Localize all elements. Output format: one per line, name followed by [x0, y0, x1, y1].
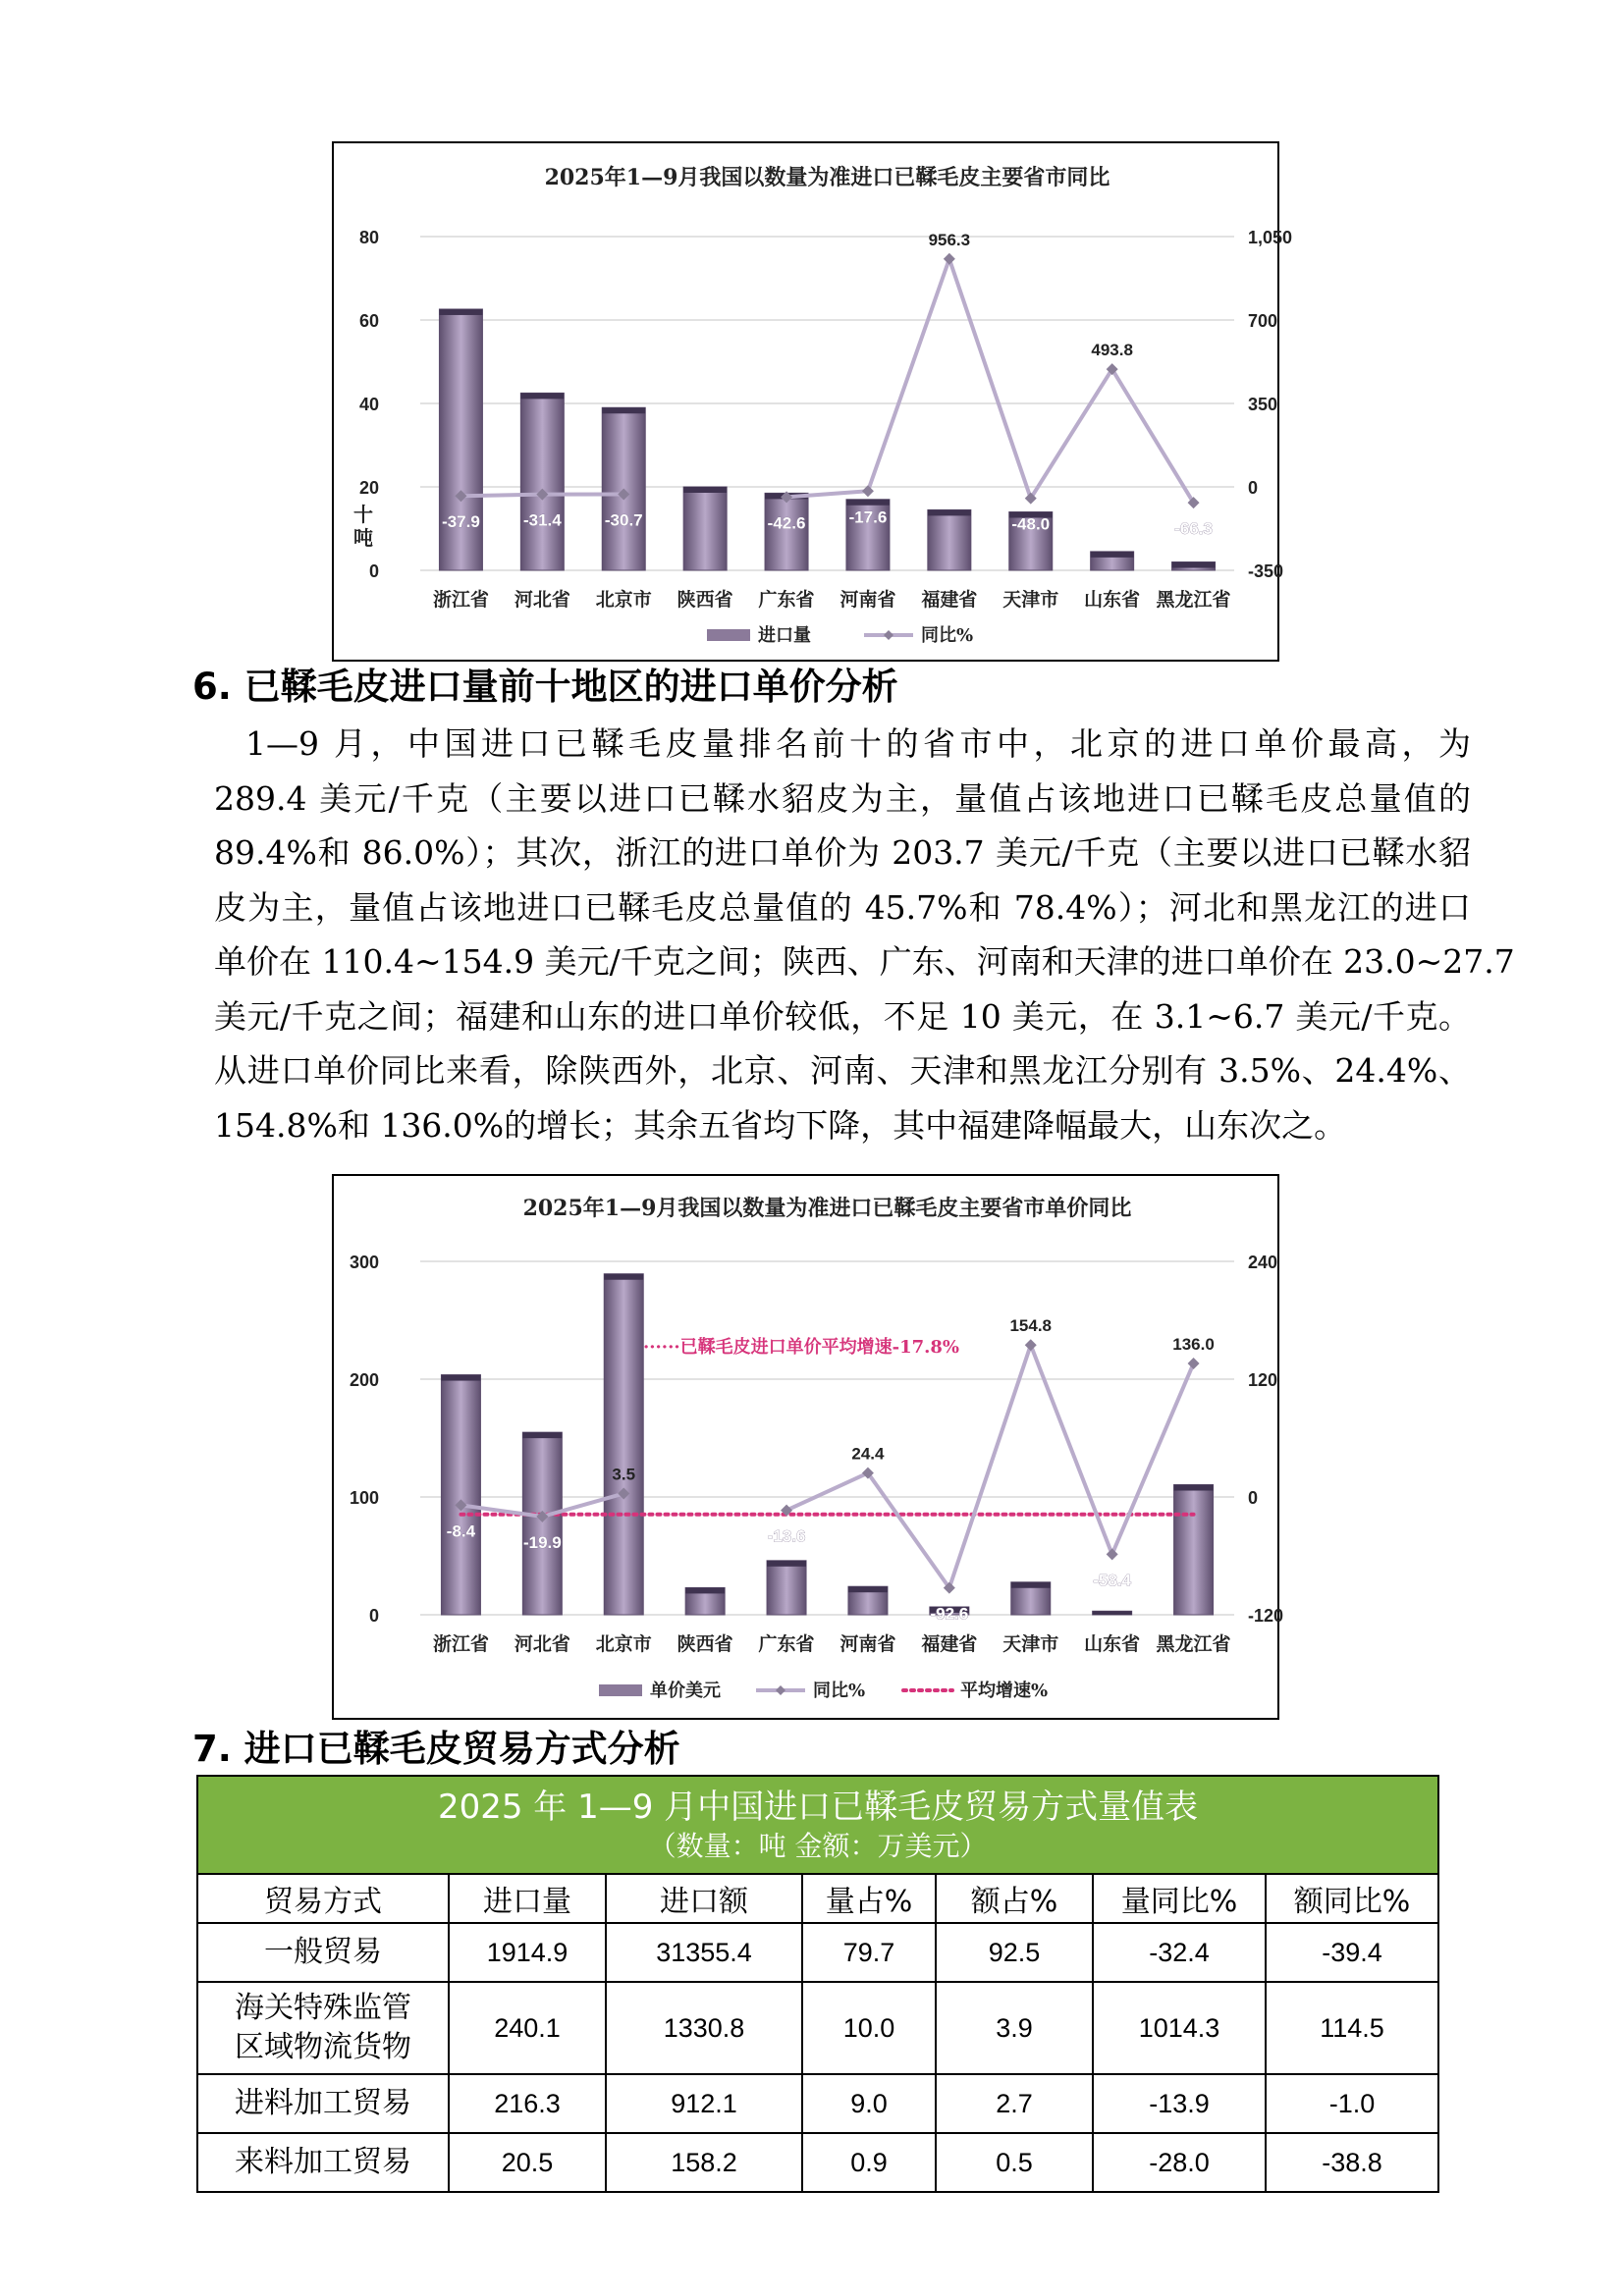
row-label-line: 区域物流货物 — [235, 2030, 411, 2064]
para-line: 单价在 110.4~154.9 美元/千克之间；陕西、广东、河南和天津的进口单价在 23.0~27.7 — [214, 942, 1515, 981]
category-label: 河南省 — [839, 589, 896, 611]
data-label: -42.6 — [767, 513, 806, 533]
line-point — [1107, 1548, 1118, 1560]
para-line: 89.4%和 86.0%）；其次，浙江的进口单价为 203.7 美元/千克（主要以进口已鞣水貂 — [214, 833, 1471, 872]
legend-label: 同比% — [813, 1681, 866, 1701]
chart1-svg — [334, 143, 1293, 660]
right-tick-label: 700 — [1248, 311, 1278, 331]
section6-heading: 6. 已鞣毛皮进口量前十地区的进口单价分析 — [192, 666, 898, 708]
table-cell: -38.8 — [1266, 2133, 1438, 2192]
category-label: 浙江省 — [432, 1633, 489, 1655]
data-label: 154.8 — [1009, 1316, 1053, 1336]
unit-label: 吨 — [353, 526, 373, 550]
table-header: 贸易方式 — [197, 1874, 449, 1923]
average-annotation: ······已鞣毛皮进口单价平均增速-17.8% — [643, 1337, 960, 1358]
bar-cap — [846, 500, 890, 506]
bar-cap — [1011, 1582, 1051, 1588]
chart-unit-price — [332, 1174, 1284, 1720]
bar — [604, 1274, 643, 1615]
table-cell: 114.5 — [1266, 1982, 1438, 2074]
bar-cap — [604, 1274, 643, 1280]
category-label: 陕西省 — [677, 1633, 733, 1655]
category-label: 河北省 — [514, 1633, 570, 1655]
legend-line-marker — [884, 630, 893, 640]
table-cell: 9.0 — [802, 2074, 936, 2133]
line-point — [1025, 1339, 1037, 1351]
category-label: 福建省 — [921, 1633, 978, 1655]
table-header-row — [197, 1874, 1438, 1923]
bar-cap — [928, 509, 971, 515]
right-tick-label: -350 — [1248, 561, 1284, 581]
para-line: 从进口单价同比来看，除陕西外，北京、河南、天津和黑龙江分别有 3.5%、24.4%、 — [214, 1051, 1471, 1090]
data-label: -31.4 — [522, 510, 562, 530]
left-tick-label: 0 — [368, 561, 379, 581]
data-label: 3.5 — [612, 1465, 636, 1484]
bar-cap — [848, 1586, 888, 1592]
left-tick-label: 80 — [358, 228, 379, 247]
row-label-line: 海关特殊监管 — [235, 1991, 411, 2025]
table-header: 进口额 — [606, 1874, 802, 1923]
chart2-svg — [334, 1176, 1284, 1718]
table-cell: 3.9 — [936, 1982, 1093, 2074]
category-label: 广东省 — [758, 1633, 815, 1655]
data-label: 956.3 — [928, 230, 971, 249]
table-cell: -32.4 — [1093, 1923, 1266, 1982]
data-label: 24.4 — [851, 1444, 885, 1464]
data-label: -48.0 — [1011, 514, 1051, 534]
data-label: -17.6 — [848, 507, 888, 527]
category-label: 天津市 — [1002, 1633, 1059, 1655]
legend-bar-swatch — [599, 1684, 642, 1696]
unit-label: 十 — [353, 503, 373, 526]
bar-cap — [1091, 552, 1134, 558]
para-line: 154.8%和 136.0%的增长；其余五省均下降，其中福建降幅最大，山东次之。 — [214, 1105, 1347, 1145]
bar — [1174, 1485, 1214, 1615]
legend-label: 平均增速% — [960, 1681, 1049, 1701]
table-row — [197, 2074, 1438, 2133]
bar — [522, 1432, 562, 1615]
para-line: 1—9 月，中国进口已鞣毛皮量排名前十的省市中，北京的进口单价最高，为 — [245, 724, 1471, 763]
bar-cap — [522, 1432, 562, 1438]
legend-bar-swatch — [707, 629, 750, 641]
chart-import-volume — [332, 141, 1293, 662]
table-header: 量占% — [802, 1874, 936, 1923]
right-tick-label: 0 — [1248, 478, 1259, 498]
table-cell: 10.0 — [802, 1982, 936, 2074]
data-label: -30.7 — [604, 510, 643, 530]
left-tick-label: 200 — [349, 1370, 379, 1390]
left-tick-label: 100 — [349, 1488, 379, 1508]
table-cell: -39.4 — [1266, 1923, 1438, 1982]
table-cell: -28.0 — [1093, 2133, 1266, 2192]
para-line: 皮为主，量值占该地进口已鞣毛皮总量值的 45.7%和 78.4%）；河北和黑龙江的进口 — [214, 887, 1471, 927]
row-label: 进料加工贸易 — [197, 2074, 449, 2133]
table-cell: 1914.9 — [449, 1923, 606, 1982]
row-label: 来料加工贸易 — [197, 2133, 449, 2192]
left-tick-label: 40 — [358, 395, 379, 414]
section7-heading: 7. 进口已鞣毛皮贸易方式分析 — [192, 1728, 680, 1770]
trade-method-table — [196, 1775, 1439, 2193]
data-label: -58.4 — [1093, 1571, 1132, 1590]
bar-cap — [1174, 1485, 1214, 1491]
bar-cap — [520, 393, 564, 399]
category-label: 天津市 — [1002, 589, 1059, 611]
legend-line-marker — [776, 1685, 785, 1695]
line-point — [944, 253, 955, 265]
category-label: 浙江省 — [432, 589, 489, 611]
right-tick-label: -120 — [1248, 1606, 1284, 1626]
table-row — [197, 1982, 1438, 2074]
left-tick-label: 0 — [368, 1606, 379, 1626]
chart-title: 2025年1—9月我国以数量为准进口已鞣毛皮主要省市同比 — [544, 165, 1110, 190]
data-label: 136.0 — [1172, 1335, 1215, 1354]
bar-cap — [1172, 562, 1216, 568]
table-cell: 0.5 — [936, 2133, 1093, 2192]
category-label: 陕西省 — [677, 589, 733, 611]
left-tick-label: 300 — [349, 1253, 379, 1272]
series-line — [786, 1345, 1194, 1590]
right-tick-label: 240 — [1248, 1253, 1278, 1272]
table-cell: -1.0 — [1266, 2074, 1438, 2133]
table-cell: -13.9 — [1093, 2074, 1266, 2133]
table-header: 额占% — [936, 1874, 1093, 1923]
table-cell: 240.1 — [449, 1982, 606, 2074]
legend-label: 同比% — [921, 625, 974, 646]
category-label: 河南省 — [839, 1633, 896, 1655]
bar-cap — [683, 487, 727, 493]
category-label: 福建省 — [921, 589, 978, 611]
category-label: 黑龙江省 — [1156, 589, 1231, 611]
category-label: 山东省 — [1084, 1633, 1141, 1655]
table-title-main: 2025 年 1—9 月中国进口已鞣毛皮贸易方式量值表 — [437, 1788, 1199, 1827]
data-label: -13.6 — [767, 1526, 806, 1546]
bar — [767, 1561, 806, 1615]
table-cell: 92.5 — [936, 1923, 1093, 1982]
table-header: 额同比% — [1266, 1874, 1438, 1923]
table-cell: 1330.8 — [606, 1982, 802, 2074]
row-label: 一般贸易 — [197, 1923, 449, 1982]
right-tick-label: 350 — [1248, 395, 1278, 414]
table-row — [197, 1923, 1438, 1982]
table-cell: 2.7 — [936, 2074, 1093, 2133]
left-tick-label: 60 — [358, 311, 379, 331]
data-label: -37.9 — [442, 512, 480, 532]
category-label: 黑龙江省 — [1156, 1633, 1231, 1655]
legend-label: 进口量 — [758, 625, 811, 646]
series-line — [786, 259, 1194, 503]
bar-cap — [1093, 1611, 1132, 1615]
table-title — [197, 1776, 1438, 1874]
data-label: -92.6 — [930, 1604, 969, 1624]
bar-cap — [767, 1561, 806, 1567]
table-header: 量同比% — [1093, 1874, 1266, 1923]
table-cell: 79.7 — [802, 1923, 936, 1982]
chart-title: 2025年1—9月我国以数量为准进口已鞣毛皮主要省市单价同比 — [522, 1196, 1132, 1221]
table-header: 进口量 — [449, 1874, 606, 1923]
table-cell: 31355.4 — [606, 1923, 802, 1982]
section6-paragraph — [214, 717, 1515, 1152]
bar — [520, 393, 564, 570]
left-tick-label: 20 — [358, 478, 379, 498]
table-cell: 158.2 — [606, 2133, 802, 2192]
bar — [441, 1375, 480, 1615]
table-cell: 216.3 — [449, 2074, 606, 2133]
category-label: 河北省 — [514, 589, 570, 611]
table-cell: 912.1 — [606, 2074, 802, 2133]
table-cell: 1014.3 — [1093, 1982, 1266, 2074]
bar-cap — [441, 1375, 480, 1381]
para-line: 美元/千克之间；福建和山东的进口单价较低，不足 10 美元，在 3.1~6.7 美元/千克。 — [214, 996, 1471, 1036]
data-label: 493.8 — [1091, 341, 1133, 360]
bar-cap — [685, 1587, 725, 1593]
right-tick-label: 1,050 — [1248, 228, 1293, 247]
table-cell: 20.5 — [449, 2133, 606, 2192]
table-row — [197, 2133, 1438, 2192]
category-label: 山东省 — [1084, 589, 1141, 611]
bar-cap — [602, 407, 645, 413]
data-label: -19.9 — [522, 1532, 562, 1552]
row-label — [197, 1982, 449, 2074]
right-tick-label: 0 — [1248, 1488, 1259, 1508]
bar — [928, 509, 971, 570]
legend-label: 单价美元 — [650, 1681, 721, 1701]
category-label: 北京市 — [595, 1633, 652, 1655]
bar-cap — [439, 309, 482, 315]
line-point — [1188, 1358, 1200, 1369]
data-label: -8.4 — [446, 1522, 476, 1541]
para-line: 289.4 美元/千克（主要以进口已鞣水貂皮为主，量值占该地进口已鞣毛皮总量值的 — [214, 778, 1471, 818]
right-tick-label: 120 — [1248, 1370, 1278, 1390]
bar — [683, 487, 727, 570]
table-subtitle: （数量：吨 金额：万美元） — [648, 1830, 988, 1862]
table-cell: 0.9 — [802, 2133, 936, 2192]
data-label: -66.3 — [1174, 519, 1213, 539]
category-label: 广东省 — [758, 589, 815, 611]
category-label: 北京市 — [595, 589, 652, 611]
